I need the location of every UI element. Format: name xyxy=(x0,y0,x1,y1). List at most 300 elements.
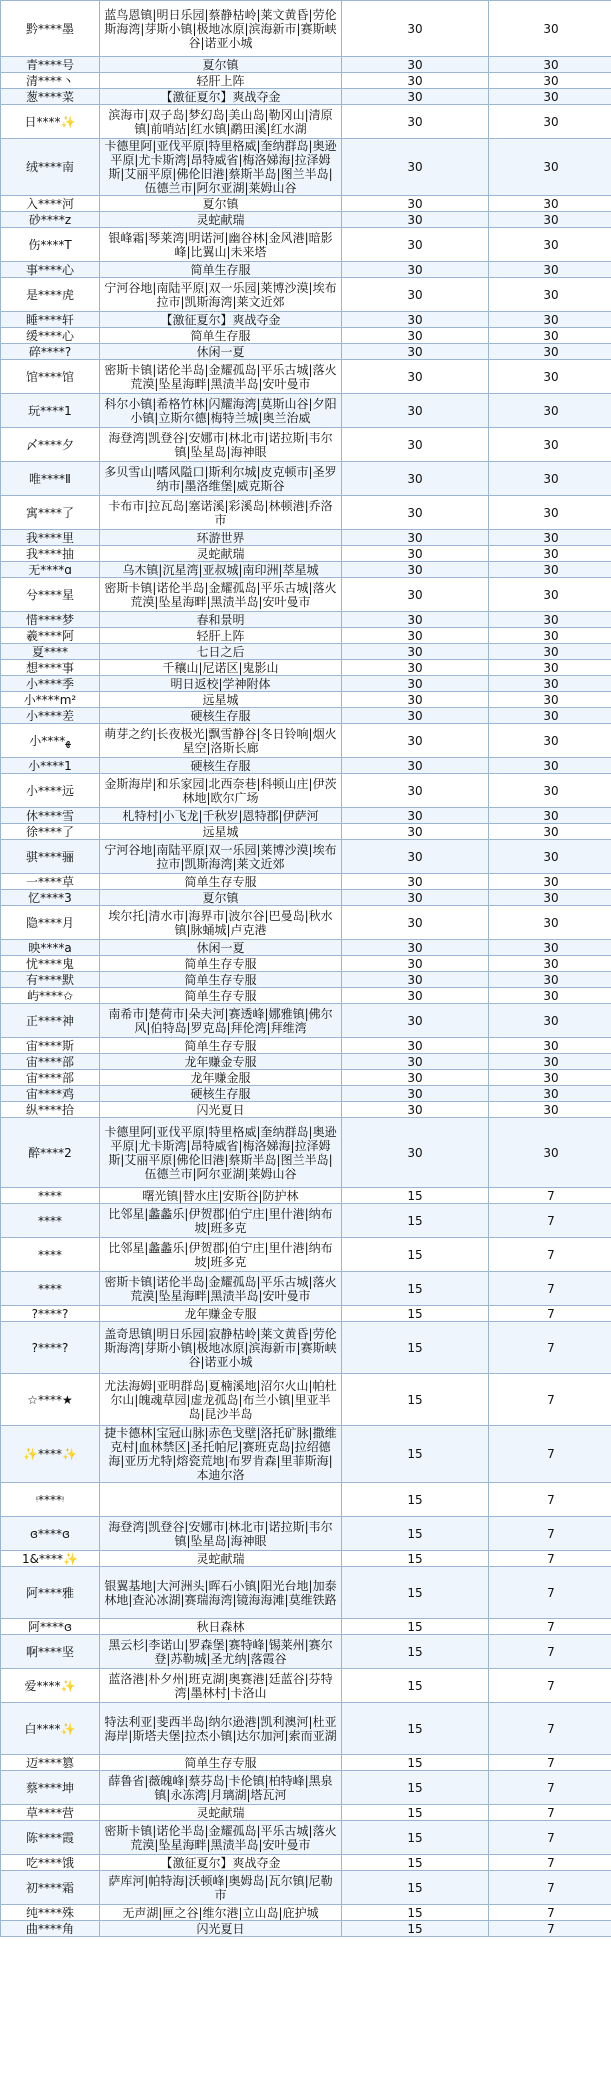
cell-value-b: 30 xyxy=(489,1118,611,1188)
cell-value-b: 30 xyxy=(489,578,611,612)
table-row[interactable] xyxy=(1,262,611,278)
cell-player-name: 有****默 xyxy=(1,972,100,988)
cell-value-a: 30 xyxy=(342,1070,489,1086)
table-row[interactable] xyxy=(1,724,611,758)
cell-server-list: 宁河谷地|南陆平原|双一乐园|莱博沙漠|埃布拉市|凯斯海湾|莱文近郊 xyxy=(100,278,342,312)
cell-server-list: 乌木镇|沉星湾|亚叔城|南印洲|萃星城 xyxy=(100,562,342,578)
cell-server-list xyxy=(100,1483,342,1517)
table-row[interactable] xyxy=(1,196,611,212)
table-row[interactable] xyxy=(1,1551,611,1567)
table-row[interactable] xyxy=(1,105,611,139)
cell-value-a: 15 xyxy=(342,1619,489,1635)
cell-player-name: 白****✨ xyxy=(1,1703,100,1755)
cell-value-b: 30 xyxy=(489,758,611,774)
cell-player-name: 陈****霞 xyxy=(1,1821,100,1855)
cell-value-b: 30 xyxy=(489,676,611,692)
cell-player-name: 纵****拾 xyxy=(1,1102,100,1118)
cell-value-a: 30 xyxy=(342,1086,489,1102)
cell-value-a: 30 xyxy=(342,546,489,562)
cell-value-a: 30 xyxy=(342,956,489,972)
table-row[interactable] xyxy=(1,660,611,676)
cell-value-b: 7 xyxy=(489,1306,611,1322)
table-row[interactable] xyxy=(1,628,611,644)
cell-player-name: 蔡****坤 xyxy=(1,1771,100,1805)
table-row[interactable] xyxy=(1,1771,611,1805)
cell-server-list: 轻肝上阵 xyxy=(100,73,342,89)
table-row[interactable] xyxy=(1,1871,611,1905)
cell-value-b: 30 xyxy=(489,940,611,956)
table-row[interactable] xyxy=(1,808,611,824)
cell-value-a: 15 xyxy=(342,1306,489,1322)
table-row[interactable] xyxy=(1,1038,611,1054)
table-row[interactable] xyxy=(1,578,611,612)
cell-player-name: 正****神 xyxy=(1,1004,100,1038)
table-row[interactable] xyxy=(1,1669,611,1703)
cell-value-b: 30 xyxy=(489,824,611,840)
cell-value-b: 30 xyxy=(489,394,611,428)
cell-value-a: 30 xyxy=(342,212,489,228)
cell-server-list: 简单生存服 xyxy=(100,262,342,278)
cell-server-list: 金斯海岸|和乐家园|北西奈巷|科顿山庄|伊茨林地|欧尔广场 xyxy=(100,774,342,808)
cell-player-name: 纯****殊 xyxy=(1,1905,100,1921)
cell-value-b: 30 xyxy=(489,708,611,724)
cell-value-a: 30 xyxy=(342,874,489,890)
cell-server-list: 龙年赚金专服 xyxy=(100,1306,342,1322)
table-row[interactable] xyxy=(1,462,611,496)
cell-value-b: 7 xyxy=(489,1426,611,1483)
cell-server-list: 曙光镇|替水庄|安斯谷|防护林 xyxy=(100,1188,342,1204)
cell-player-name: 伤****T xyxy=(1,228,100,262)
table-row[interactable] xyxy=(1,1004,611,1038)
cell-value-a: 30 xyxy=(342,988,489,1004)
cell-server-list: 密斯卡镇|诺伦半岛|金耀孤岛|平乐古城|落火荒漠|坠星海畔|黑渍半岛|安叶曼市 xyxy=(100,578,342,612)
table-row[interactable] xyxy=(1,890,611,906)
cell-player-name: 绒****南 xyxy=(1,139,100,196)
table-row[interactable] xyxy=(1,1054,611,1070)
cell-value-a: 30 xyxy=(342,394,489,428)
cell-server-list: 蓝洛港|朴夕州|班克湖|奥赛港|廷蓝谷|芬特湾|墨林村|卡洛山 xyxy=(100,1669,342,1703)
cell-value-b: 7 xyxy=(489,1703,611,1755)
table-row[interactable] xyxy=(1,1,611,57)
cell-player-name: 小****差 xyxy=(1,708,100,724)
cell-value-b: 7 xyxy=(489,1821,611,1855)
cell-value-a: 15 xyxy=(342,1483,489,1517)
cell-player-name: **** xyxy=(1,1188,100,1204)
table-row[interactable] xyxy=(1,758,611,774)
cell-player-name: 徐****了 xyxy=(1,824,100,840)
cell-value-a: 30 xyxy=(342,1038,489,1054)
cell-player-name: 映****a xyxy=(1,940,100,956)
cell-server-list: 南希市|楚荷市|朵夫河|赛透峰|娜雅镇|佛尔风|伯特岛|罗克岛|拜伦湾|拜维湾 xyxy=(100,1004,342,1038)
cell-player-name: **** xyxy=(1,1272,100,1306)
cell-value-a: 30 xyxy=(342,578,489,612)
cell-value-a: 30 xyxy=(342,462,489,496)
table-row[interactable] xyxy=(1,956,611,972)
table-row[interactable] xyxy=(1,139,611,196)
table-row[interactable] xyxy=(1,1426,611,1483)
cell-value-a: 30 xyxy=(342,708,489,724)
table-row[interactable] xyxy=(1,360,611,394)
cell-server-list: 夏尔镇 xyxy=(100,890,342,906)
cell-value-a: 30 xyxy=(342,1004,489,1038)
cell-value-b: 7 xyxy=(489,1322,611,1374)
cell-value-a: 30 xyxy=(342,360,489,394)
cell-value-b: 30 xyxy=(489,139,611,196)
cell-server-list: 灵蛇献瑞 xyxy=(100,212,342,228)
cell-player-name: 入****河 xyxy=(1,196,100,212)
cell-server-list: 【激征夏尔】爽战夺金 xyxy=(100,312,342,328)
cell-player-name: ᵎ****ᵎ xyxy=(1,1483,100,1517)
cell-server-list: 休闲一夏 xyxy=(100,940,342,956)
cell-value-b: 7 xyxy=(489,1871,611,1905)
table-row[interactable] xyxy=(1,1755,611,1771)
cell-value-b: 30 xyxy=(489,808,611,824)
cell-value-a: 30 xyxy=(342,612,489,628)
cell-player-name: 骐****骊 xyxy=(1,840,100,874)
table-row[interactable] xyxy=(1,840,611,874)
table-row[interactable] xyxy=(1,1204,611,1238)
cell-value-b: 7 xyxy=(489,1921,611,1937)
cell-value-a: 15 xyxy=(342,1805,489,1821)
cell-value-b: 30 xyxy=(489,562,611,578)
cell-value-b: 30 xyxy=(489,1004,611,1038)
cell-value-a: 30 xyxy=(342,1118,489,1188)
cell-player-name: 草****营 xyxy=(1,1805,100,1821)
cell-server-list: 秋日森林 xyxy=(100,1619,342,1635)
table-row[interactable] xyxy=(1,1921,611,1937)
cell-value-b: 30 xyxy=(489,874,611,890)
cell-value-a: 30 xyxy=(342,1054,489,1070)
cell-value-b: 30 xyxy=(489,73,611,89)
cell-value-b: 30 xyxy=(489,774,611,808)
cell-value-a: 30 xyxy=(342,692,489,708)
cell-player-name: 宙****鸡 xyxy=(1,1086,100,1102)
cell-player-name: 葱****菜 xyxy=(1,89,100,105)
cell-value-b: 30 xyxy=(489,462,611,496)
cell-value-a: 15 xyxy=(342,1921,489,1937)
table-row[interactable] xyxy=(1,1635,611,1669)
table-row[interactable] xyxy=(1,1855,611,1871)
cell-server-list: 比邻星|蠡蠡乐|伊贺郡|伯宁庄|里什港|纳布坡|班多克 xyxy=(100,1204,342,1238)
table-row[interactable] xyxy=(1,676,611,692)
cell-value-a: 15 xyxy=(342,1322,489,1374)
cell-value-b: 30 xyxy=(489,360,611,394)
table-body xyxy=(1,1,611,1937)
cell-value-a: 30 xyxy=(342,808,489,824)
cell-value-b: 30 xyxy=(489,628,611,644)
cell-player-name: 〆****夕 xyxy=(1,428,100,462)
cell-value-b: 30 xyxy=(489,212,611,228)
cell-value-a: 15 xyxy=(342,1204,489,1238)
cell-value-b: 7 xyxy=(489,1669,611,1703)
cell-value-a: 15 xyxy=(342,1567,489,1619)
table-row[interactable] xyxy=(1,1188,611,1204)
cell-value-a: 15 xyxy=(342,1188,489,1204)
cell-server-list: 海登湾|凯登谷|安娜市|林北市|诺拉斯|韦尔镇|坠星岛|海神眼 xyxy=(100,428,342,462)
table-row[interactable] xyxy=(1,824,611,840)
cell-player-name: 忧****鬼 xyxy=(1,956,100,972)
cell-value-b: 30 xyxy=(489,1,611,57)
cell-player-name: 隐****月 xyxy=(1,906,100,940)
cell-value-b: 7 xyxy=(489,1374,611,1426)
cell-server-list: 【激征夏尔】爽战夺金 xyxy=(100,89,342,105)
cell-value-b: 30 xyxy=(489,612,611,628)
table-row[interactable] xyxy=(1,1086,611,1102)
cell-value-a: 30 xyxy=(342,628,489,644)
cell-value-b: 30 xyxy=(489,972,611,988)
table-row[interactable] xyxy=(1,394,611,428)
table-row[interactable] xyxy=(1,212,611,228)
cell-server-list: 银翼基地|大河洲头|晖石小镇|阳光台地|加泰林地|查沁冰湖|赛瑞海湾|镜海海滩|莫维铁路 xyxy=(100,1567,342,1619)
cell-player-name: 迈****篡 xyxy=(1,1755,100,1771)
table-row[interactable] xyxy=(1,496,611,530)
table-row[interactable] xyxy=(1,988,611,1004)
cell-value-b: 30 xyxy=(489,988,611,1004)
cell-server-list: 硬核生存服 xyxy=(100,1086,342,1102)
table-row[interactable] xyxy=(1,328,611,344)
cell-value-a: 30 xyxy=(342,724,489,758)
cell-value-a: 15 xyxy=(342,1426,489,1483)
cell-value-a: 30 xyxy=(342,530,489,546)
cell-player-name: 事****心 xyxy=(1,262,100,278)
table-row[interactable] xyxy=(1,428,611,462)
cell-server-list: 龙年赚金服 xyxy=(100,1070,342,1086)
table-row[interactable] xyxy=(1,1306,611,1322)
cell-server-list: 硬核生存服 xyxy=(100,708,342,724)
cell-player-name: **** xyxy=(1,1204,100,1238)
table-row[interactable] xyxy=(1,1517,611,1551)
cell-value-a: 30 xyxy=(342,972,489,988)
cell-player-name: 醉****2 xyxy=(1,1118,100,1188)
cell-server-list: 简单生存服 xyxy=(100,328,342,344)
table-row[interactable] xyxy=(1,1703,611,1755)
table-row[interactable] xyxy=(1,708,611,724)
cell-player-name: 休****雪 xyxy=(1,808,100,824)
cell-value-a: 30 xyxy=(342,228,489,262)
cell-player-name: **** xyxy=(1,1238,100,1272)
cell-player-name: 宙****部 xyxy=(1,1054,100,1070)
cell-value-b: 30 xyxy=(489,1102,611,1118)
cell-server-list: 简单生存专服 xyxy=(100,956,342,972)
cell-value-a: 30 xyxy=(342,57,489,73)
cell-player-name: 小****季 xyxy=(1,676,100,692)
table-row[interactable] xyxy=(1,874,611,890)
cell-value-a: 30 xyxy=(342,1102,489,1118)
cell-player-name: 清****丶 xyxy=(1,73,100,89)
cell-server-list: 简单生存专服 xyxy=(100,1038,342,1054)
cell-player-name: 惜****梦 xyxy=(1,612,100,628)
cell-value-b: 7 xyxy=(489,1483,611,1517)
cell-server-list: 明日返校|学神附体 xyxy=(100,676,342,692)
table-row[interactable] xyxy=(1,1374,611,1426)
cell-player-name: ?****? xyxy=(1,1306,100,1322)
cell-value-b: 30 xyxy=(489,328,611,344)
cell-value-b: 30 xyxy=(489,428,611,462)
table-row[interactable] xyxy=(1,278,611,312)
cell-value-b: 30 xyxy=(489,1086,611,1102)
cell-server-list: 龙年赚金专服 xyxy=(100,1054,342,1070)
cell-value-a: 15 xyxy=(342,1635,489,1669)
cell-value-b: 30 xyxy=(489,890,611,906)
table-row[interactable] xyxy=(1,612,611,628)
table-row[interactable] xyxy=(1,972,611,988)
cell-value-a: 30 xyxy=(342,105,489,139)
table-row[interactable] xyxy=(1,1322,611,1374)
cell-value-b: 30 xyxy=(489,312,611,328)
cell-value-b: 7 xyxy=(489,1188,611,1204)
cell-value-b: 7 xyxy=(489,1619,611,1635)
cell-server-list: 海登湾|凯登谷|安娜市|林北市|诺拉斯|韦尔镇|坠星岛|海神眼 xyxy=(100,1517,342,1551)
table-row[interactable] xyxy=(1,312,611,328)
cell-value-b: 30 xyxy=(489,228,611,262)
table-row[interactable] xyxy=(1,1905,611,1921)
table-row[interactable] xyxy=(1,1483,611,1517)
cell-value-a: 30 xyxy=(342,890,489,906)
cell-value-b: 7 xyxy=(489,1905,611,1921)
cell-value-b: 7 xyxy=(489,1551,611,1567)
cell-value-b: 30 xyxy=(489,840,611,874)
cell-server-list: 夏尔镇 xyxy=(100,196,342,212)
cell-value-a: 30 xyxy=(342,940,489,956)
cell-value-a: 15 xyxy=(342,1821,489,1855)
cell-player-name: 想****事 xyxy=(1,660,100,676)
cell-player-name: 啊****坚 xyxy=(1,1635,100,1669)
table-row[interactable] xyxy=(1,644,611,660)
table-row[interactable] xyxy=(1,940,611,956)
table-row[interactable] xyxy=(1,906,611,940)
cell-value-a: 30 xyxy=(342,840,489,874)
cell-player-name: 阿****ɞ xyxy=(1,1619,100,1635)
cell-value-a: 30 xyxy=(342,660,489,676)
cell-server-list: 尤法海姆|亚明群岛|夏楠溪地|沼尔火山|帕杜尔山|魄魂草园|虚龙孤岛|布兰小镇|里亚半岛|昆沙半岛 xyxy=(100,1374,342,1426)
cell-value-b: 30 xyxy=(489,262,611,278)
cell-player-name: 小****m² xyxy=(1,692,100,708)
cell-server-list: 灵蛇献瑞 xyxy=(100,1805,342,1821)
cell-server-list: 札特村|小飞龙|千秋岁|恩特郡|伊萨河 xyxy=(100,808,342,824)
cell-value-b: 30 xyxy=(489,496,611,530)
cell-player-name: 我****抽 xyxy=(1,546,100,562)
cell-value-a: 30 xyxy=(342,644,489,660)
table-row[interactable] xyxy=(1,1567,611,1619)
cell-player-name: 宙****斯 xyxy=(1,1038,100,1054)
cell-value-a: 15 xyxy=(342,1374,489,1426)
cell-value-b: 30 xyxy=(489,956,611,972)
table-row[interactable] xyxy=(1,1102,611,1118)
cell-value-b: 7 xyxy=(489,1204,611,1238)
cell-server-list: 盖奇思镇|明日乐园|寂静枯岭|莱文黄昏|劳伦斯海湾|芽斯小镇|极地冰原|滨海新市|赛斯峡谷|诺亚小城 xyxy=(100,1322,342,1374)
cell-server-list: 萌芽之约|长夜极光|飘雪静谷|冬日铃响|烟火星空|洛斯长廊 xyxy=(100,724,342,758)
cell-server-list: 卡德里阿|亚伐平原|特里格威|奎纳群岛|奥逊平原|尤卡斯湾|昂特威省|梅洛娣海|拉泽姆斯|艾丽平原|佛伦旧港|蔡斯半岛|图兰半岛|伍德兰市|阿尔亚湖|莱姆山谷 xyxy=(100,139,342,196)
cell-server-list: 黑云杉|李诺山|罗森堡|赛特峰|锡莱州|赛尔登|苏勒城|圣尤纳|落霞谷 xyxy=(100,1635,342,1669)
cell-server-list: 无声湖|匣之谷|维尔港|立山岛|庇护城 xyxy=(100,1905,342,1921)
cell-value-b: 30 xyxy=(489,196,611,212)
cell-server-list: 密斯卡镇|诺伦半岛|金耀孤岛|平乐古城|落火荒漠|坠星海畔|黑渍半岛|安叶曼市 xyxy=(100,1821,342,1855)
cell-server-list: 特法利亚|斐西半岛|纳尔逊港|凯利澳河|杜亚海岸|斯塔夫堡|拉杰小镇|达尔加河|索而亚湖 xyxy=(100,1703,342,1755)
table-row[interactable] xyxy=(1,530,611,546)
cell-player-name: 曲****角 xyxy=(1,1921,100,1937)
cell-value-a: 15 xyxy=(342,1703,489,1755)
cell-player-name: 馆****馆 xyxy=(1,360,100,394)
cell-server-list: 密斯卡镇|诺伦半岛|金耀孤岛|平乐古城|落火荒漠|坠星海畔|黑渍半岛|安叶曼市 xyxy=(100,1272,342,1306)
table-row[interactable] xyxy=(1,228,611,262)
table-row[interactable] xyxy=(1,1070,611,1086)
cell-player-name: 一****草 xyxy=(1,874,100,890)
cell-value-a: 15 xyxy=(342,1517,489,1551)
cell-player-name: 初****霜 xyxy=(1,1871,100,1905)
cell-value-a: 30 xyxy=(342,312,489,328)
cell-player-name: 小****远 xyxy=(1,774,100,808)
cell-value-a: 15 xyxy=(342,1272,489,1306)
table-row[interactable] xyxy=(1,562,611,578)
table-row[interactable] xyxy=(1,692,611,708)
cell-value-a: 30 xyxy=(342,328,489,344)
cell-server-list: 灵蛇献瑞 xyxy=(100,546,342,562)
cell-value-b: 7 xyxy=(489,1805,611,1821)
cell-value-a: 15 xyxy=(342,1771,489,1805)
table-row[interactable] xyxy=(1,1619,611,1635)
cell-player-name: 兮****星 xyxy=(1,578,100,612)
cell-value-b: 30 xyxy=(489,546,611,562)
table-row[interactable] xyxy=(1,1805,611,1821)
cell-server-list: 环游世界 xyxy=(100,530,342,546)
cell-server-list: 夏尔镇 xyxy=(100,57,342,73)
cell-value-b: 30 xyxy=(489,644,611,660)
table-row[interactable] xyxy=(1,774,611,808)
cell-server-list: 【激征夏尔】爽战夺金 xyxy=(100,1855,342,1871)
cell-player-name: ✨****✨ xyxy=(1,1426,100,1483)
cell-server-list: 简单生存专服 xyxy=(100,988,342,1004)
cell-player-name: 日****✨ xyxy=(1,105,100,139)
cell-server-list: 宁河谷地|南陆平原|双一乐园|莱博沙漠|埃布拉市|凯斯海湾|莱文近郊 xyxy=(100,840,342,874)
cell-value-a: 15 xyxy=(342,1755,489,1771)
table-row[interactable] xyxy=(1,1238,611,1272)
cell-player-name: 玩****1 xyxy=(1,394,100,428)
cell-server-list: 简单生存专服 xyxy=(100,874,342,890)
cell-player-name: 阿****雅 xyxy=(1,1567,100,1619)
cell-value-b: 30 xyxy=(489,692,611,708)
table-row[interactable] xyxy=(1,89,611,105)
cell-player-name: 寓****了 xyxy=(1,496,100,530)
cell-value-b: 7 xyxy=(489,1755,611,1771)
cell-value-a: 30 xyxy=(342,1,489,57)
cell-player-name: 吃****饿 xyxy=(1,1855,100,1871)
cell-player-name: 爱****✨ xyxy=(1,1669,100,1703)
table-row[interactable] xyxy=(1,546,611,562)
cell-server-list: 捷卡德林|宝冠山脉|赤色戈壁|洛托矿脉|撒维克村|血林禁区|圣托帕尼|赛班克岛|拉绍德海|亚历尤特|熔瓷荒地|布罗肯森|里菲斯海|本迪尔洛 xyxy=(100,1426,342,1483)
cell-value-b: 30 xyxy=(489,344,611,360)
cell-server-list: 银峰霜|琴莱湾|明诺河|幽谷林|金风港|暗影峰|比翼山|未来塔 xyxy=(100,228,342,262)
cell-player-name: ?****? xyxy=(1,1322,100,1374)
table-row[interactable] xyxy=(1,1118,611,1188)
cell-value-b: 30 xyxy=(489,57,611,73)
table-row[interactable] xyxy=(1,73,611,89)
cell-value-b: 30 xyxy=(489,906,611,940)
table-row[interactable] xyxy=(1,344,611,360)
table-row[interactable] xyxy=(1,1272,611,1306)
cell-value-b: 7 xyxy=(489,1635,611,1669)
table-row[interactable] xyxy=(1,57,611,73)
cell-server-list: 远星城 xyxy=(100,824,342,840)
cell-value-a: 30 xyxy=(342,758,489,774)
cell-player-name: 羲****阿 xyxy=(1,628,100,644)
cell-value-a: 30 xyxy=(342,278,489,312)
cell-player-name: 小****ﻬ xyxy=(1,724,100,758)
table-row[interactable] xyxy=(1,1821,611,1855)
cell-value-a: 30 xyxy=(342,562,489,578)
cell-value-b: 7 xyxy=(489,1855,611,1871)
cell-value-a: 30 xyxy=(342,196,489,212)
cell-player-name: 黔****墨 xyxy=(1,1,100,57)
